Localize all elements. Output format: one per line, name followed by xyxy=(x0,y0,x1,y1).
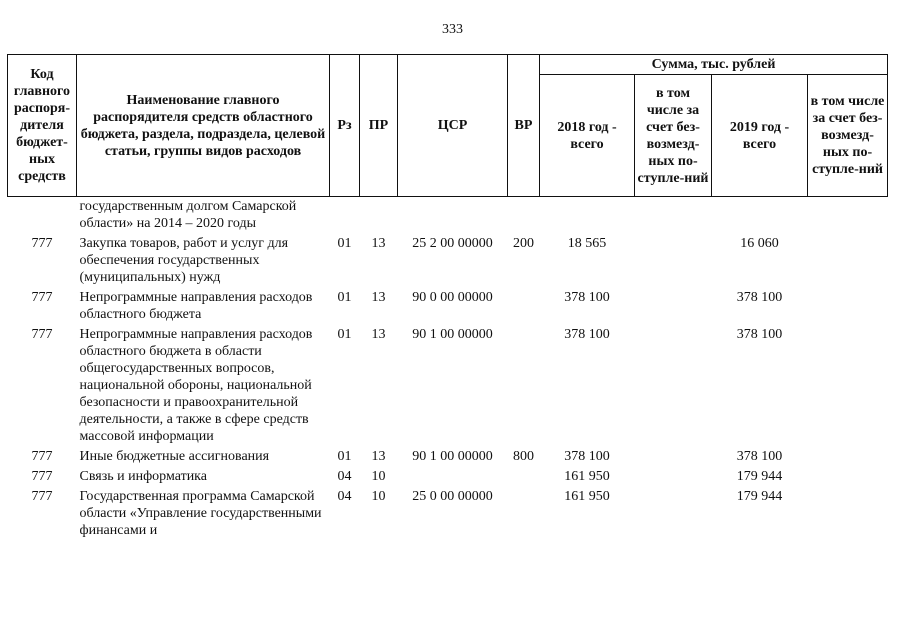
header-sum-group: Сумма, тыс. рублей xyxy=(540,55,888,75)
name-cell: Непрограммные направления расходов областного бюджета xyxy=(79,290,313,322)
table-row xyxy=(8,288,888,325)
rz-cell: 01 xyxy=(337,327,352,342)
name-cell: государственным долгом Самарской области» на 2014 – 2020 годы xyxy=(79,199,297,231)
name-cell: Закупка товаров, работ и услуг для обеспечения государственных (муниципальных) нужд xyxy=(79,236,289,285)
table-row xyxy=(8,487,888,541)
grants-2019-cell xyxy=(808,447,888,467)
pr-cell: 13 xyxy=(371,290,386,305)
name-cell: Государственная программа Самарской области «Управление государственными финансами и xyxy=(79,489,322,538)
pr-cell: 10 xyxy=(371,489,386,504)
grants-2018-cell xyxy=(635,197,712,235)
sum-2019-cell: 378 100 xyxy=(736,290,783,305)
name-cell: Иные бюджетные ассигнования xyxy=(79,449,270,464)
header-name: Наименование главного распорядителя средств областного бюджета, раздела, подраздела, целевой статьи, группы видов расходов xyxy=(77,55,330,197)
sum-2018-cell: 18 565 xyxy=(567,236,607,251)
grants-2018-cell xyxy=(635,325,712,447)
header-rz: Рз xyxy=(330,55,360,197)
pr-cell: 13 xyxy=(371,236,386,251)
sum-2019-cell: 16 060 xyxy=(740,236,779,251)
vr-cell xyxy=(508,288,540,325)
csr-cell xyxy=(398,197,508,235)
rz-cell: 04 xyxy=(337,469,352,484)
grants-2019-cell xyxy=(808,234,888,288)
sum-2018-cell: 378 100 xyxy=(564,327,610,342)
sum-2018-cell: 378 100 xyxy=(564,290,610,305)
grants-2019-cell xyxy=(808,288,888,325)
grants-2018-cell xyxy=(635,467,712,487)
sum-2019-cell: 179 944 xyxy=(736,469,783,484)
table-body xyxy=(8,197,888,542)
sum-2018-cell: 378 100 xyxy=(564,449,610,464)
sum-2018-cell: 161 950 xyxy=(564,489,610,504)
table-row xyxy=(8,447,888,467)
grants-2018-cell xyxy=(635,288,712,325)
name-cell: Непрограммные направления расходов областного бюджета в области общегосударственных вопросов, национальной обороны, национальной безопасности и правоохранительной деятельности, а также в сфере средств массовой информации xyxy=(79,327,313,444)
header-vr: ВР xyxy=(508,55,540,197)
rz-cell xyxy=(330,197,360,235)
header-pr: ПР xyxy=(360,55,398,197)
table-row xyxy=(8,197,888,235)
csr-cell: 90 1 00 00000 xyxy=(412,327,493,342)
header-2018-grants: в том числе за счет без-возмезд-ных по-ступле-ний xyxy=(635,75,712,197)
page-number: 333 xyxy=(442,22,463,37)
header-2019-total: 2019 год - всего xyxy=(712,75,808,197)
pr-cell xyxy=(360,197,398,235)
pr-cell: 10 xyxy=(371,469,386,484)
code-cell: 777 xyxy=(31,236,53,251)
sum-2019-cell: 179 944 xyxy=(736,489,783,504)
vr-cell xyxy=(508,197,540,235)
sum-2019-cell: 378 100 xyxy=(736,449,783,464)
grants-2018-cell xyxy=(635,447,712,467)
budget-table xyxy=(7,54,888,541)
vr-cell xyxy=(508,325,540,447)
table-row xyxy=(8,467,888,487)
csr-cell: 25 2 00 00000 xyxy=(412,236,493,251)
table-header xyxy=(8,55,888,197)
csr-cell xyxy=(398,467,508,487)
csr-cell: 90 1 00 00000 xyxy=(412,449,493,464)
code-cell: 777 xyxy=(31,327,53,342)
rz-cell: 01 xyxy=(337,449,352,464)
sum-2018-cell: 161 950 xyxy=(564,469,610,484)
header-code: Код главного распоря-дителя бюджет-ных средств xyxy=(8,55,77,197)
name-cell: Связь и информатика xyxy=(79,469,207,484)
table-row xyxy=(8,234,888,288)
header-2018-total: 2018 год - всего xyxy=(540,75,635,197)
sum-2019-cell xyxy=(712,197,808,235)
header-2019-grants: в том числе за счет без-возмезд-ных по-ступле-ний xyxy=(808,75,888,197)
grants-2019-cell xyxy=(808,467,888,487)
code-cell xyxy=(8,197,77,235)
csr-cell: 25 0 00 00000 xyxy=(412,489,493,504)
vr-cell xyxy=(508,487,540,541)
code-cell: 777 xyxy=(31,489,53,504)
pr-cell: 13 xyxy=(371,449,386,464)
sum-2018-cell xyxy=(540,197,635,235)
rz-cell: 01 xyxy=(337,290,352,305)
vr-cell xyxy=(508,467,540,487)
csr-cell: 90 0 00 00000 xyxy=(412,290,493,305)
grants-2019-cell xyxy=(808,325,888,447)
grants-2019-cell xyxy=(808,487,888,541)
vr-cell: 200 xyxy=(513,236,534,251)
header-csr: ЦСР xyxy=(398,55,508,197)
rz-cell: 04 xyxy=(337,489,352,504)
grants-2019-cell xyxy=(808,197,888,235)
pr-cell: 13 xyxy=(371,327,386,342)
grants-2018-cell xyxy=(635,487,712,541)
rz-cell: 01 xyxy=(337,236,352,251)
sum-2019-cell: 378 100 xyxy=(736,327,783,342)
code-cell: 777 xyxy=(31,290,53,305)
table-row xyxy=(8,325,888,447)
code-cell: 777 xyxy=(31,469,53,484)
grants-2018-cell xyxy=(635,234,712,288)
code-cell: 777 xyxy=(31,449,53,464)
vr-cell: 800 xyxy=(513,449,534,464)
